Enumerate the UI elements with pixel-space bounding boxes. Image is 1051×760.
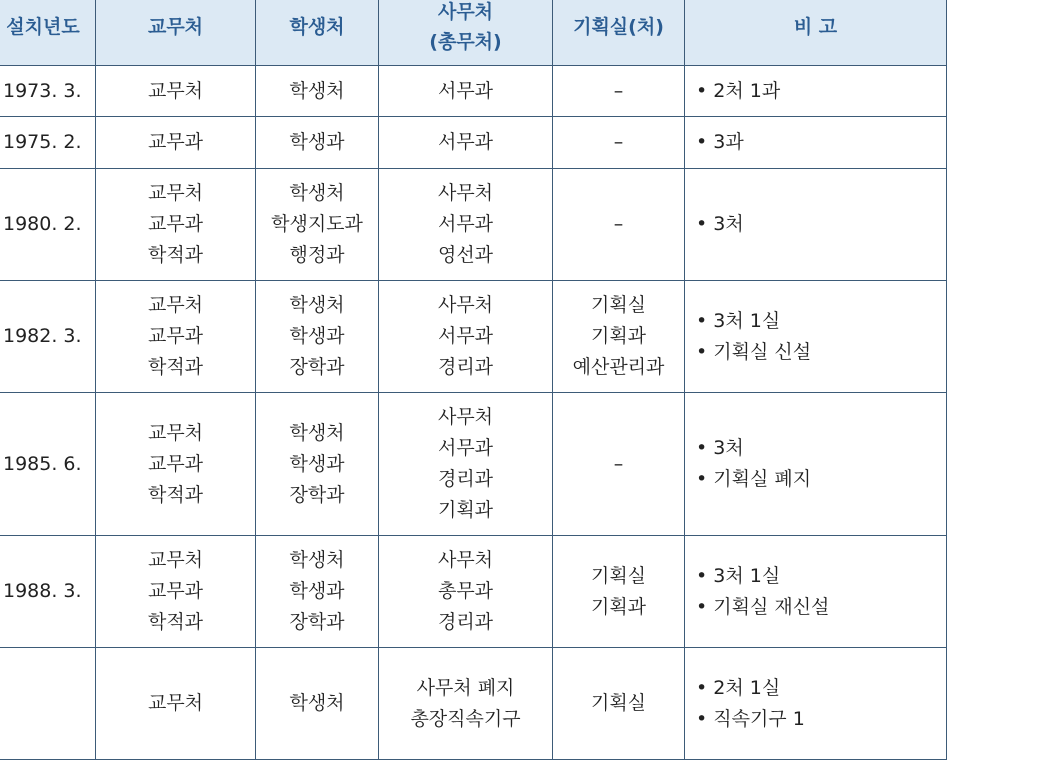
table-row (0, 648, 947, 760)
cell-line: 사무처 폐지 (416, 676, 515, 699)
planning-cell (553, 169, 685, 281)
cell-line: 교무처 (147, 294, 204, 316)
notes-cell (685, 169, 947, 281)
admin-cell (379, 66, 553, 117)
header-planning: 기획실(처) (553, 0, 685, 66)
cell-line: 교무처 (147, 421, 204, 444)
admin-cell (379, 393, 553, 536)
cell-line: 학적과 (147, 356, 204, 378)
student-cell (256, 648, 379, 760)
cell-line: 교무처 (147, 182, 204, 204)
header-student: 학생처 (256, 0, 379, 66)
table-row (0, 169, 947, 281)
note-item: • 직속기구 1 (696, 704, 946, 735)
academic-cell (96, 169, 256, 281)
table-row (0, 536, 947, 648)
cell-line: 학생처 (289, 421, 345, 444)
note-item: • 2처 1과 (696, 76, 946, 107)
table-body (0, 66, 947, 760)
note-item: • 기획실 폐지 (696, 464, 946, 495)
cell-line: 사무처 (437, 182, 494, 204)
planning-cell (553, 66, 685, 117)
note-item: • 3처 (696, 433, 946, 464)
cell-line: 기획실 (590, 692, 647, 714)
table-row (0, 281, 947, 393)
cell-line: 교무처 (147, 79, 204, 102)
cell-line: 교무과 (147, 131, 204, 153)
cell-line: 교무과 (147, 580, 204, 602)
cell-line: – (613, 213, 624, 235)
table-row (0, 117, 947, 169)
cell-line: 학생처 (289, 182, 345, 204)
notes-cell (685, 281, 947, 393)
year-cell: 1988. 3. (0, 536, 96, 648)
cell-line: 장학과 (289, 483, 345, 506)
cell-line: 서무과 (437, 131, 494, 153)
year-cell: 1975. 2. (0, 117, 96, 169)
cell-line: 영선과 (437, 244, 494, 266)
notes-cell (685, 393, 947, 536)
cell-line: 서무과 (437, 213, 494, 235)
note-item: • 2처 1실 (696, 673, 946, 704)
header-admin-line2: (총무처) (429, 31, 502, 53)
academic-cell (96, 393, 256, 536)
notes-cell (685, 648, 947, 760)
cell-line: 경리과 (437, 356, 494, 378)
academic-cell (96, 648, 256, 760)
cell-line: 경리과 (437, 468, 494, 490)
cell-line: – (613, 131, 624, 153)
cell-line: 총장직속기구 (410, 707, 521, 730)
admin-cell (379, 536, 553, 648)
student-cell (256, 536, 379, 648)
header-year: 설치년도 (0, 0, 96, 66)
academic-cell (96, 66, 256, 117)
student-cell (256, 281, 379, 393)
cell-line: 기획과 (590, 325, 647, 347)
admin-cell (379, 169, 553, 281)
cell-line: 총무과 (437, 580, 494, 602)
cell-line: 예산관리과 (572, 356, 665, 378)
cell-line: 교무과 (147, 325, 204, 347)
note-item: • 3처 (696, 209, 946, 240)
admin-cell (379, 281, 553, 393)
cell-line: 사무처 (437, 406, 494, 428)
year-cell: 1985. 6. (0, 393, 96, 536)
cell-line: 학생과 (289, 325, 345, 347)
header-notes: 비 고 (685, 0, 947, 66)
academic-cell (96, 536, 256, 648)
planning-cell (553, 393, 685, 536)
cell-line: 교무과 (147, 452, 204, 475)
cell-line: – (613, 79, 624, 102)
cell-line: 서무과 (437, 437, 494, 459)
cell-line: 학생처 (289, 692, 345, 714)
notes-cell (685, 117, 947, 169)
note-item: • 3처 1실 (696, 561, 946, 592)
cell-line: 교무처 (147, 549, 204, 571)
cell-line: 학적과 (147, 244, 204, 266)
planning-cell (553, 648, 685, 760)
student-cell (256, 117, 379, 169)
cell-line: 기획과 (437, 499, 494, 521)
note-item: • 기획실 신설 (696, 337, 946, 368)
cell-line: 학생과 (289, 452, 345, 475)
year-cell (0, 648, 96, 760)
cell-line: 기획과 (590, 595, 647, 618)
year-cell: 1973. 3. (0, 66, 96, 117)
cell-line: 경리과 (437, 611, 494, 633)
admin-cell (379, 117, 553, 169)
cell-line: – (613, 452, 624, 475)
academic-cell (96, 281, 256, 393)
note-item: • 3과 (696, 127, 946, 158)
year-cell: 1982. 3. (0, 281, 96, 393)
cell-line: 서무과 (437, 79, 494, 102)
header-admin-line1: 사무처 (437, 1, 494, 23)
cell-line: 기획실 (590, 564, 647, 587)
cell-line: 학생과 (289, 580, 345, 602)
note-item: • 3처 1실 (696, 306, 946, 337)
cell-line: 사무처 (437, 549, 494, 571)
cell-line: 행정과 (289, 244, 345, 266)
student-cell (256, 66, 379, 117)
year-cell: 1980. 2. (0, 169, 96, 281)
cell-line: 교무과 (147, 213, 204, 235)
header-admin (379, 0, 553, 66)
cell-line: 학생지도과 (271, 213, 363, 235)
cell-line: 장학과 (289, 611, 345, 633)
planning-cell (553, 281, 685, 393)
table-row (0, 393, 947, 536)
cell-line: 기획실 (590, 294, 647, 316)
cell-line: 학생과 (289, 131, 345, 153)
note-item: • 기획실 재신설 (696, 592, 946, 623)
planning-cell (553, 536, 685, 648)
student-cell (256, 393, 379, 536)
cell-line: 교무처 (147, 692, 204, 714)
planning-cell (553, 117, 685, 169)
cell-line: 학적과 (147, 611, 204, 633)
cell-line: 장학과 (289, 356, 345, 378)
header-academic: 교무처 (96, 0, 256, 66)
table-row (0, 66, 947, 117)
student-cell (256, 169, 379, 281)
table-header (0, 0, 947, 66)
cell-line: 학적과 (147, 483, 204, 506)
academic-cell (96, 117, 256, 169)
cell-line: 서무과 (437, 325, 494, 347)
cell-line: 학생처 (289, 549, 345, 571)
header-row (0, 0, 947, 66)
cell-line: 학생처 (289, 79, 345, 102)
notes-cell (685, 66, 947, 117)
cell-line: 학생처 (289, 294, 345, 316)
admin-cell (379, 648, 553, 760)
notes-cell (685, 536, 947, 648)
cell-line: 사무처 (437, 294, 494, 316)
